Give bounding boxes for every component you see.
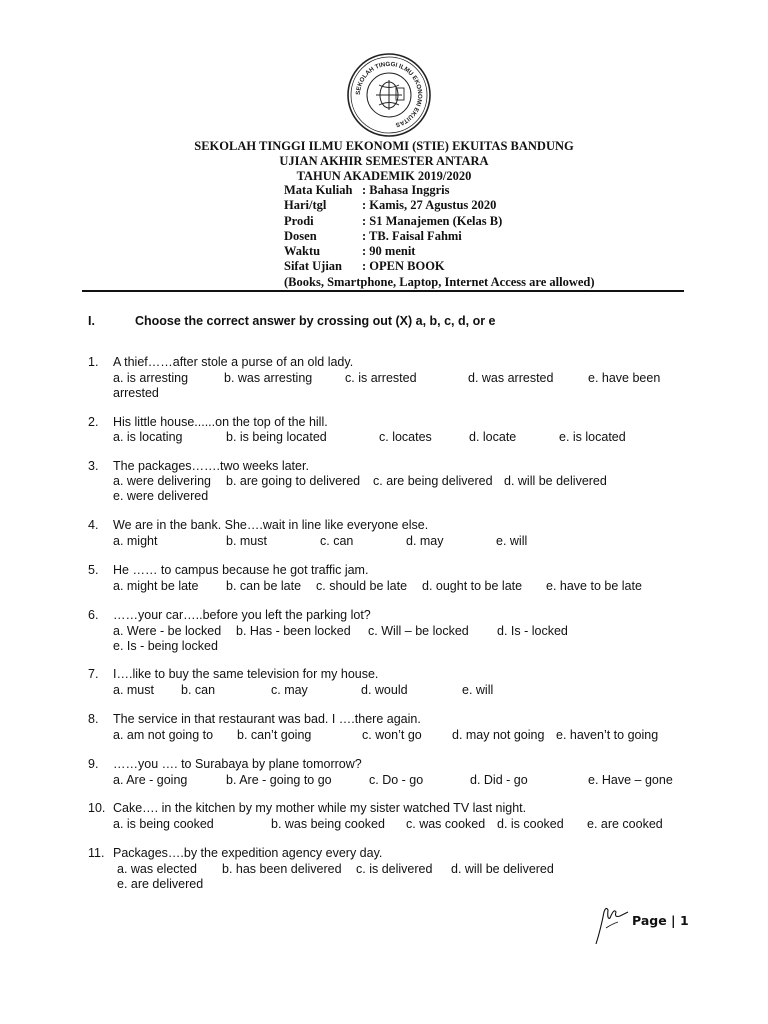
option-a[interactable]: a. might: [113, 534, 158, 548]
section-heading: [88, 314, 496, 328]
question-stem: A thief……after stole a purse of an old lady.: [113, 355, 354, 369]
option-e[interactable]: e. have been: [588, 371, 661, 385]
option-e[interactable]: e. have to be late: [546, 579, 642, 593]
header-divider: [82, 290, 684, 292]
question-number: 8.: [88, 712, 99, 726]
question-stem: ……your car…..before you left the parking lot?: [113, 608, 371, 622]
option-d[interactable]: d. may: [406, 534, 444, 548]
question-number: 7.: [88, 667, 99, 681]
question-number: 3.: [88, 459, 99, 473]
option-e[interactable]: e. are cooked: [587, 817, 663, 831]
question-number: 5.: [88, 563, 99, 577]
option-c[interactable]: c. can: [320, 534, 354, 548]
question-stem: Cake…. in the kitchen by my mother while my sister watched TV last night.: [113, 801, 527, 815]
page-footer: [592, 898, 702, 948]
option-a[interactable]: a. is being cooked: [113, 817, 214, 831]
option-b[interactable]: b. can be late: [226, 579, 302, 593]
option-a[interactable]: a. is locating: [113, 430, 183, 444]
option-a[interactable]: a. must: [113, 683, 154, 697]
meta-row-date: Hari/tgl : Kamis, 27 Agustus 2020: [284, 198, 497, 213]
option-e-continued[interactable]: arrested: [113, 386, 159, 400]
option-a[interactable]: a. Were - be locked: [113, 624, 222, 638]
option-d[interactable]: d. is cooked: [497, 817, 564, 831]
option-d[interactable]: d. will be delivered: [504, 474, 607, 488]
question-number: 6.: [88, 608, 99, 622]
option-e[interactable]: e. Have – gone: [588, 773, 673, 787]
academic-year: TAHUN AKADEMIK 2019/2020: [296, 169, 472, 183]
option-c[interactable]: c. are being delivered: [373, 474, 493, 488]
option-a[interactable]: a. was elected: [117, 862, 197, 876]
option-c[interactable]: c. Do - go: [369, 773, 424, 787]
institution-logo: [346, 52, 432, 138]
option-c[interactable]: c. should be late: [316, 579, 408, 593]
meta-row-course: Mata Kuliah : Bahasa Inggris: [284, 183, 450, 197]
option-d[interactable]: d. Is - locked: [497, 624, 568, 638]
signature-icon: [592, 898, 632, 948]
option-b[interactable]: b. can: [181, 683, 216, 697]
question-number: 10.: [88, 801, 106, 815]
question-stem: ……you …. to Surabaya by plane tomorrow?: [113, 757, 362, 771]
question-number: 1.: [88, 355, 99, 369]
logo-text: SEKOLAH TINGGI ILMU EKONOMI EKUITAS: [354, 60, 424, 129]
option-c[interactable]: c. locates: [379, 430, 432, 444]
option-c[interactable]: c. Will – be locked: [368, 624, 469, 638]
option-d[interactable]: d. may not going: [452, 728, 545, 742]
question-number: 2.: [88, 415, 99, 429]
option-d[interactable]: d. would: [361, 683, 408, 697]
institution-name: SEKOLAH TINGGI ILMU EKONOMI (STIE) EKUITAS BANDUNG: [194, 139, 574, 153]
page-number: Page | 1: [632, 913, 689, 928]
question-stem: We are in the bank. She….wait in line like everyone else.: [113, 518, 429, 532]
option-e[interactable]: e. will: [496, 534, 528, 548]
meta-row-exam-type: Sifat Ujian : OPEN BOOK: [284, 259, 445, 274]
option-d[interactable]: d. will be delivered: [451, 862, 554, 876]
question-number: 4.: [88, 518, 99, 532]
option-b[interactable]: b. Are - going to go: [226, 773, 332, 787]
option-a[interactable]: a. is arresting: [113, 371, 189, 385]
option-e[interactable]: e. will: [462, 683, 494, 697]
option-c[interactable]: c. won’t go: [362, 728, 422, 742]
option-d[interactable]: d. ought to be late: [422, 579, 523, 593]
option-e[interactable]: e. is located: [559, 430, 626, 444]
option-a[interactable]: a. were delivering: [113, 474, 211, 488]
option-b[interactable]: b. are going to delivered: [226, 474, 361, 488]
option-b[interactable]: b. was being cooked: [271, 817, 385, 831]
option-a[interactable]: a. might be late: [113, 579, 199, 593]
question-number: 9.: [88, 757, 99, 771]
option-d[interactable]: d. locate: [469, 430, 517, 444]
option-e[interactable]: e. were delivered: [113, 489, 209, 503]
meta-row-duration: Waktu : 90 menit: [284, 244, 416, 259]
exam-info: [284, 183, 595, 290]
question-stem: The packages…….two weeks later.: [113, 459, 309, 473]
allowed-materials-note: (Books, Smartphone, Laptop, Internet Access are allowed): [284, 274, 595, 289]
question-stem: Packages….by the expedition agency every day.: [113, 846, 383, 860]
option-b[interactable]: b. has been delivered: [222, 862, 342, 876]
option-d[interactable]: d. Did - go: [470, 773, 528, 787]
question-stem: I….like to buy the same television for my house.: [113, 667, 379, 681]
option-c[interactable]: c. was cooked: [406, 817, 486, 831]
option-b[interactable]: b. can’t going: [237, 728, 312, 742]
question-stem: His little house......on the top of the hill.: [113, 415, 328, 429]
option-c[interactable]: c. is arrested: [345, 371, 417, 385]
option-b[interactable]: b. was arresting: [224, 371, 313, 385]
question-stem: He …… to campus because he got traffic jam.: [113, 563, 369, 577]
option-c[interactable]: c. may: [271, 683, 308, 697]
question-number: 11.: [88, 846, 105, 860]
option-e[interactable]: e. are delivered: [117, 877, 204, 891]
question-stem: The service in that restaurant was bad. I ….there again.: [113, 712, 421, 726]
meta-row-program: Prodi : S1 Manajemen (Kelas B): [284, 213, 503, 228]
section-number: I.: [88, 314, 95, 328]
option-e[interactable]: e. haven’t to going: [556, 728, 659, 742]
option-b[interactable]: b. Has - been locked: [236, 624, 351, 638]
option-a[interactable]: a. am not going to: [113, 728, 214, 742]
option-c[interactable]: c. is delivered: [356, 862, 433, 876]
option-b[interactable]: b. must: [226, 534, 267, 548]
meta-row-lecturer: Dosen : TB. Faisal Fahmi: [284, 228, 462, 243]
exam-title: UJIAN AKHIR SEMESTER ANTARA: [279, 154, 489, 168]
section-instruction: Choose the correct answer by crossing out (X) a, b, c, d, or e: [135, 314, 496, 328]
option-a[interactable]: a. Are - going: [113, 773, 188, 787]
option-e[interactable]: e. Is - being locked: [113, 639, 218, 653]
option-b[interactable]: b. is being located: [226, 430, 327, 444]
option-d[interactable]: d. was arrested: [468, 371, 554, 385]
